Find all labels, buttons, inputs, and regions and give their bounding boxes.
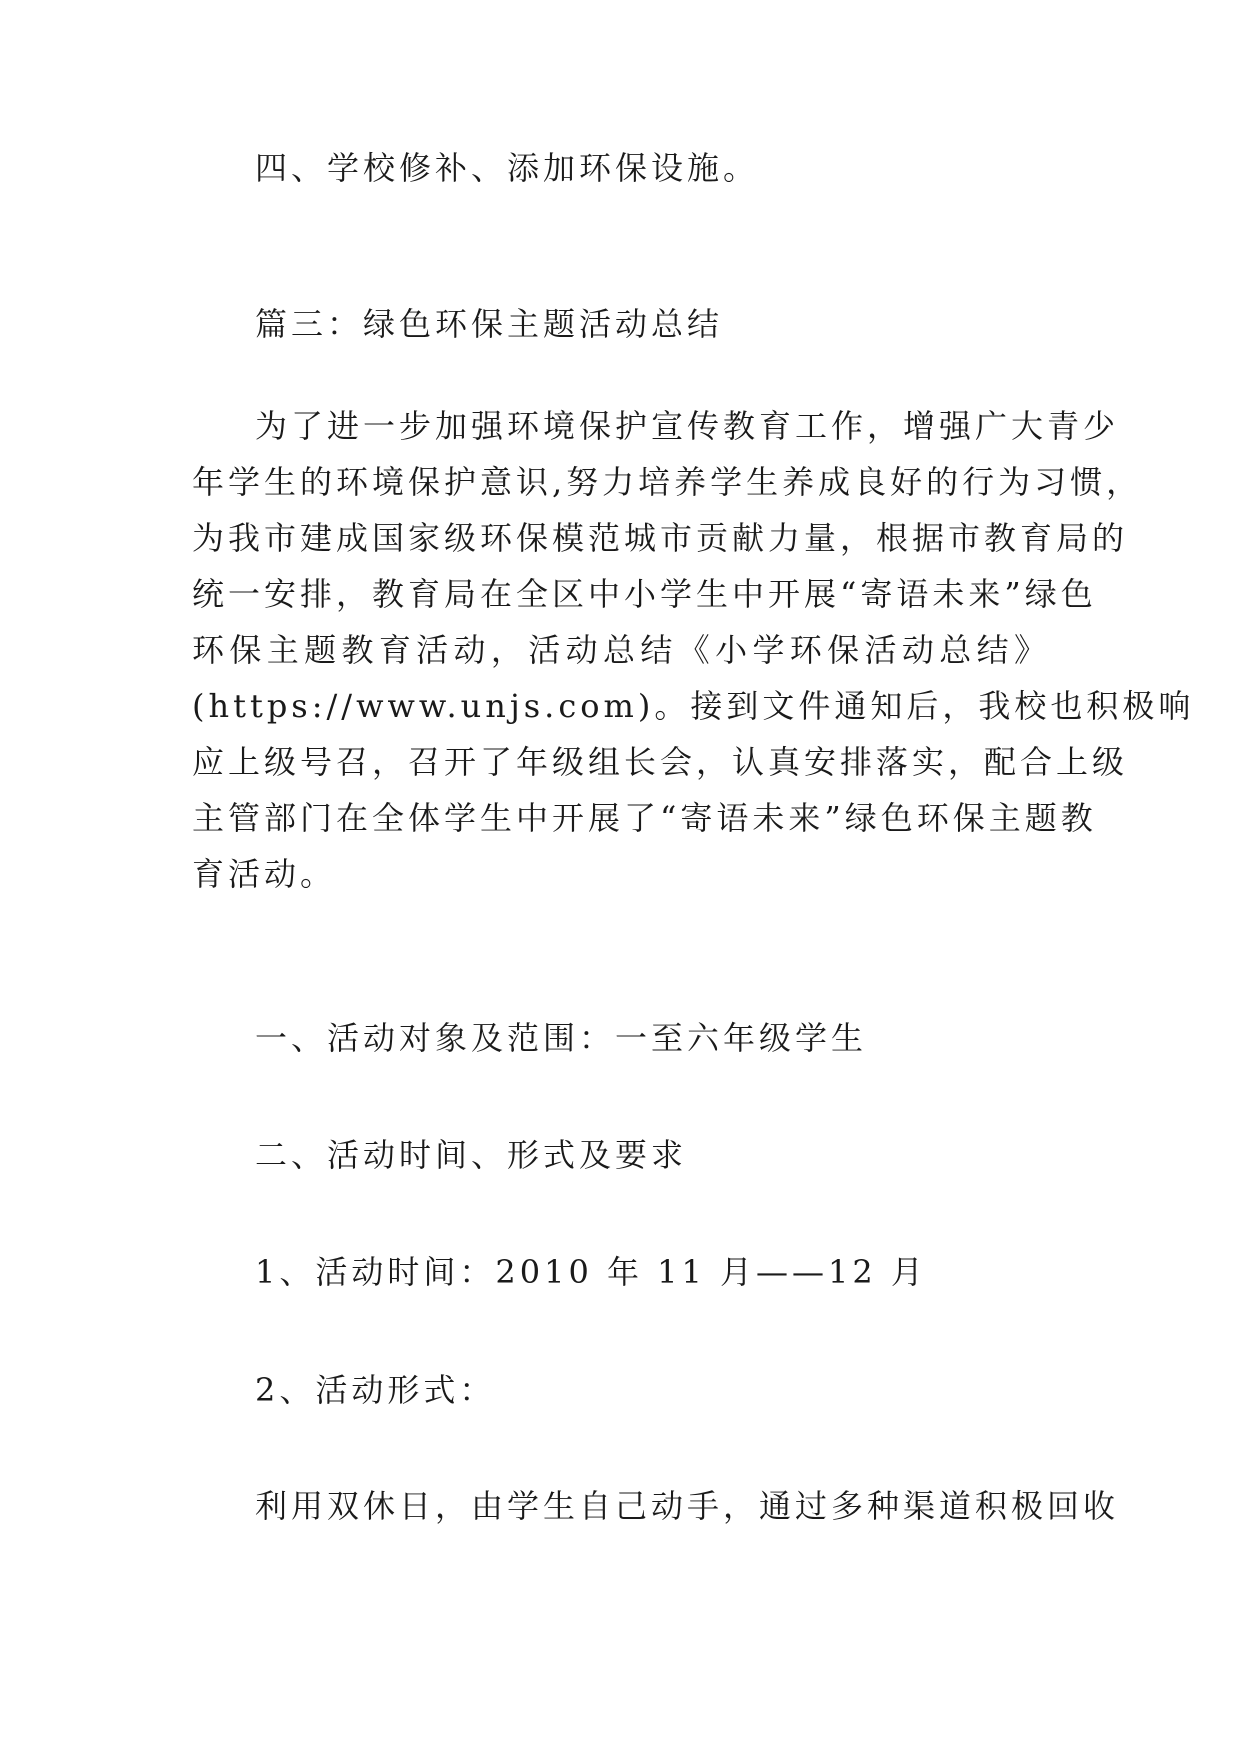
paragraph-line: 主管部门在全体学生中开展了“寄语未来”绿色环保主题教 bbox=[192, 799, 1097, 837]
paragraph-line: (https://www.unjs.com)。接到文件通知后，我校也积极响 bbox=[192, 687, 1195, 725]
activity-form-text: 2、活动形式： bbox=[255, 1371, 496, 1409]
paragraph-line: 应上级号召，召开了年级组长会，认真安排落实，配合上级 bbox=[192, 743, 1129, 781]
paragraph-line: 年学生的环境保护意识,努力培养学生养成良好的行为习惯， bbox=[192, 463, 1143, 501]
last-line-text: 利用双休日，由学生自己动手，通过多种渠道积极回收 bbox=[255, 1487, 1120, 1525]
item-four-text: 四、学校修补、添加环保设施。 bbox=[255, 149, 760, 187]
section-one-text: 一、活动对象及范围：一至六年级学生 bbox=[255, 1019, 868, 1057]
section-heading: 篇三：绿色环保主题活动总结 bbox=[255, 305, 724, 343]
paragraph-line: 为了进一步加强环境保护宣传教育工作，增强广大青少 bbox=[255, 407, 1120, 445]
paragraph-line: 为我市建成国家级环保模范城市贡献力量，根据市教育局的 bbox=[192, 519, 1129, 557]
body-paragraph bbox=[192, 398, 1195, 902]
activity-time-text: 1、活动时间：2010 年 11 月——12 月 bbox=[255, 1253, 927, 1291]
paragraph-line: 环保主题教育活动，活动总结《小学环保活动总结》 bbox=[192, 631, 1050, 669]
paragraph-line: 育活动。 bbox=[192, 855, 337, 893]
section-two-text: 二、活动时间、形式及要求 bbox=[255, 1136, 688, 1174]
paragraph-line: 统一安排，教育局在全区中小学生中开展“寄语未来”绿色 bbox=[192, 575, 1097, 613]
